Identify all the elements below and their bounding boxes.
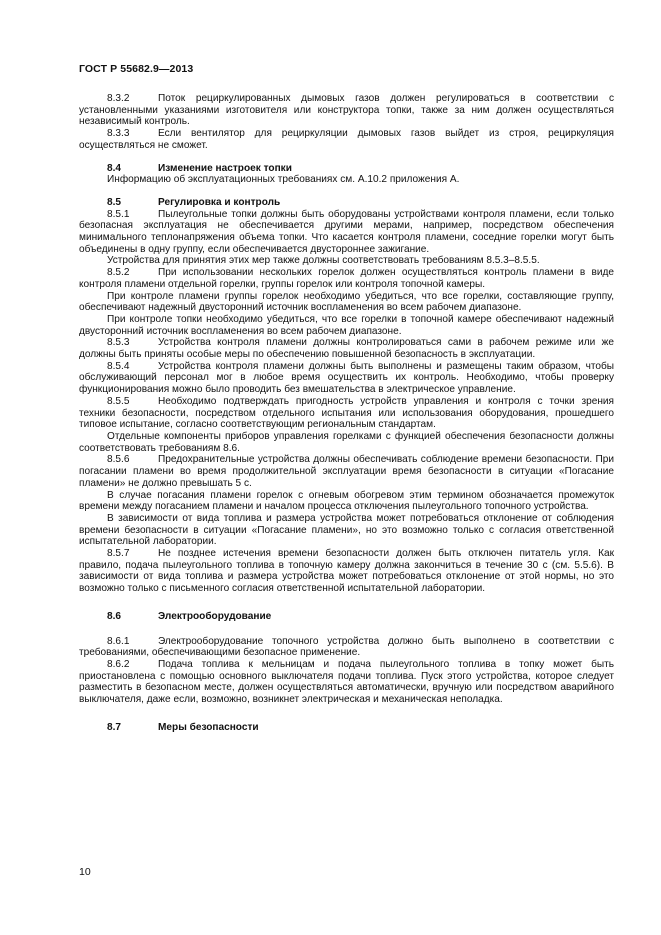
clause-number: 8.5.6	[107, 454, 130, 466]
paragraph-8-4-info	[79, 174, 614, 186]
paragraph-8-5-7	[79, 548, 614, 595]
paragraph-8-5-6-term	[79, 490, 614, 513]
clause-number: 8.5.7	[107, 548, 130, 560]
paragraph-8-5-2	[79, 267, 614, 290]
paragraph-8-3-2	[79, 93, 614, 128]
paragraph-text: Устройства контроля пламени должны быть выполнены и размещены таким образом, чтобы обслуживающий персонал мог в любое время осуществить их контроль. Необходимо, чтобы проверку функционирования можно было проводить без вмешательства в электрическое управление.	[79, 360, 614, 396]
paragraph-8-5-2-group	[79, 291, 614, 314]
paragraph-text: Необходимо подтверждать пригодность устройств управления и контроля с точки зрения техники безопасности, посредством отдельного испытания или использования оборудования, прошедшего типовое испытание, согласно соответствующим региональным стандартам.	[79, 395, 614, 431]
paragraph-text: Отдельные компоненты приборов управления горелками с функцией обеспечения безопасности должны соответствовать требованиям 8.6.	[79, 430, 614, 454]
section-number: 8.5	[107, 196, 122, 208]
clause-number: 8.3.2	[107, 93, 130, 104]
paragraph-text: Не позднее истечения времени безопасности должен быть отключен питатель угля. Как правило, подача пылеугольного топлива в топочную камеру должна закончиться в течение 30 с (см. 5.5.6). В зависимости от вида топлива и размера устройства может потребоваться отклонение от этой нормы, но это возможно только с письменного согласия ответственной испытательной лаборатории.	[79, 548, 614, 595]
paragraph-8-3-3	[79, 128, 614, 151]
paragraph-8-5-6	[79, 454, 614, 489]
section-heading-8-5	[79, 197, 614, 209]
paragraph-8-5-3	[79, 337, 614, 360]
section-number: 8.6	[107, 610, 122, 622]
paragraph-8-5-5	[79, 396, 614, 431]
section-number: 8.4	[107, 162, 122, 174]
clause-number: 8.5.1	[107, 208, 130, 220]
document-header: ГОСТ Р 55682.9—2013	[79, 63, 194, 75]
paragraph-8-5-5-components	[79, 431, 614, 454]
paragraph-text: Если вентилятор для рециркуляции дымовых газов выйдет из строя, рециркуляция осуществляться не сможет.	[79, 128, 614, 151]
paragraph-text: Устройства контроля пламени должны контролироваться сами в рабочем режиме или же должны быть приняты особые меры по обеспечению повышенной безопасность в эксплуатации.	[79, 337, 614, 361]
paragraph-text: Предохранительные устройства должны обеспечивать соблюдение времени безопасности. При погасании пламени во время продолжительной эксплуатации время безопасности в ситуации «Погасание пламени» не должно превышать 5 с.	[79, 454, 614, 489]
paragraph-text: Информацию об эксплуатационных требованиях см. А.10.2 приложения А.	[107, 174, 460, 186]
section-number: 8.7	[107, 721, 122, 733]
paragraph-8-5-1-note	[79, 255, 614, 267]
section-heading-8-6	[79, 611, 614, 623]
clause-number: 8.6.2	[107, 658, 130, 670]
paragraph-text: В зависимости от вида топлива и размера устройства может потребоваться отклонение от соблюдения времени безопасности в ситуации «Погасание пламени», но это возможно только с согласия ответственной испытательной лаборатории.	[79, 512, 614, 548]
clause-number: 8.5.4	[107, 360, 130, 372]
clause-number: 8.5.3	[107, 337, 130, 349]
paragraph-8-6-1	[79, 636, 614, 659]
paragraph-text: При использовании нескольких горелок должен осуществляться контроль пламени в виде контроля пламени отдельной горелки, группы горелок или контроля топочной камеры.	[79, 267, 614, 290]
paragraph-8-5-1	[79, 209, 614, 256]
paragraph-8-6-2	[79, 659, 614, 706]
paragraph-8-5-6-deviation	[79, 513, 614, 548]
paragraph-8-5-2-furnace	[79, 314, 614, 337]
paragraph-text: В случае погасания пламени горелок с огневым обогревом этим термином обозначается промежуток времени между погасанием пламени и началом процесса отключения пылеугольного топочного устройства.	[79, 489, 614, 513]
paragraph-text: Устройства для принятия этих мер также должны соответствовать требованиям 8.5.3–8.5.5.	[107, 255, 540, 267]
clause-number: 8.5.2	[107, 267, 130, 279]
document-body	[79, 93, 614, 733]
page-number: 10	[79, 866, 91, 878]
clause-number: 8.3.3	[107, 128, 130, 140]
section-heading-8-7	[79, 722, 614, 734]
paragraph-text: Подача топлива к мельницам и подача пылеугольного топлива в топку может быть приостановлена с помощью основного выключателя подачи топлива. Пуск этого устройства, которое следует разместить в безопасном месте, должен осуществляться автоматически, вручную или посредством аварийного выключателя, даже если, возможно, возникнет электрическая и механическая неполадка.	[79, 658, 614, 706]
section-title: Регулировка и контроль	[158, 196, 281, 208]
paragraph-text: Поток рециркулированных дымовых газов должен регулироваться в соответствии с установленными указаниями изготовителя или конструктора топки, также за ним должен осуществляться независимый контроль.	[79, 93, 614, 128]
paragraph-text: Электрооборудование топочного устройства должно быть выполнено в соответствии с требованиями, обеспечивающими безопасное применение.	[79, 635, 614, 659]
section-title: Меры безопасности	[158, 721, 259, 733]
section-heading-8-4	[79, 163, 614, 175]
paragraph-text: Пылеугольные топки должны быть оборудованы устройствами контроля пламени, если только безопасная эксплуатация не обеспечивается другими мерами, например, посредством обеспечения минимального теплонапряжения объема топки. Что касается контроля пламени, соседние горелки могут быть объединены в одну группу, если обеспечивается двустороннее зажигание.	[79, 208, 614, 255]
clause-number: 8.5.5	[107, 395, 130, 407]
clause-number: 8.6.1	[107, 635, 130, 647]
section-title: Электрооборудование	[158, 610, 272, 622]
paragraph-text: При контроле пламени группы горелок необходимо убедиться, что все горелки, составляющие группу, обеспечивают надежный двусторонний источник воспламенения во всем рабочем диапазоне.	[79, 290, 614, 314]
section-title: Изменение настроек топки	[158, 162, 292, 174]
paragraph-8-5-4	[79, 361, 614, 396]
paragraph-text: При контроле топки необходимо убедиться, что все горелки в топочной камере обеспечивают надежный двусторонний источник воспламенения во всем рабочем диапазоне.	[79, 313, 614, 337]
